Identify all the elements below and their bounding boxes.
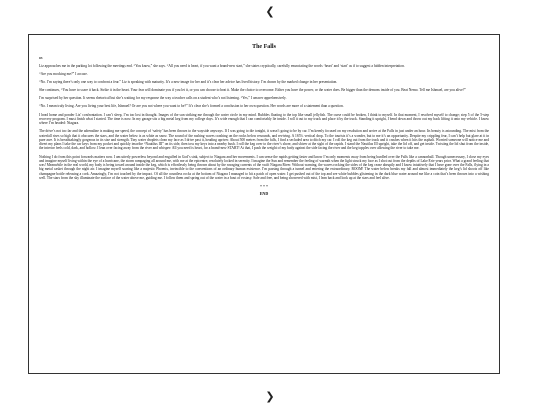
paragraph: Liz approaches me in the parking lot following the meetings end. “You know,” she says. “All you need is heart, if you want a brand-new start,” she states cryptically, carefully enunciating the words ‘heart’ and ‘start’ as if to suggest a hidden interpretation.: [39, 64, 405, 68]
paragraph: I’m surprised by her question. It seems rhetorical but she’s waiting for my response the way a teacher calls on a student who’s not listening. “Yes,” I answer apprehensively.: [39, 96, 287, 101]
paragraph: “Are you mocking me?” I accuse.: [39, 72, 88, 77]
document-body: [39, 64, 489, 180]
paragraph: “No. I’m saying there’s only one way to confront a fear.” Liz is speaking with maturity. It’s a new image for her and it’s clear her advice has lived history. I’m drawn by the marked change in her presentation.: [39, 80, 338, 85]
next-page-nav: [0, 391, 540, 403]
paragraph: “No. I mean truly living. Are you living your best life, Ishmael? Or are you not where you want to be?” It’s clear she’s formed a conclusion to her own question. Her words are more of a statement than a question.: [39, 104, 344, 109]
prev-page-nav: [0, 6, 540, 18]
paragraph: I head home and ponder Liz’ confrontation. I can’t sleep, I’m too lost in thought. Images of the sun striking me through the water circle in my mind. Bubbles floating to the top like small jellyfish. The curse could be broken, I think to myself. In that moment, I resolved myself to change; step 5 of the 5-step recovery program. I must finish what I started. The time is now. In my garage sits a big metal keg from my college days. It’s wide enough that I can comfortably lie inside. I roll it out to my truck and place it by the truck. Standing it upright, I bend down and throw out my back lifting it onto my vehicle. I know where I’m headed: Niagara.: [39, 112, 489, 126]
document-title: The Falls: [252, 44, 276, 50]
chapter-number: 03: [39, 56, 43, 60]
paragraph: Nothing I do from this point forwards matters now. I am utterly powerless beyond and engulfed in God’s sink, subject to Niagara and her movements. I can sense the rapids getting faster and know I’m only moments away from being hurdled over the Falls like a cannonball. Though unnecessary, I close my eyes and imagine myself living within the eye of a hurricane, the storm rampaging all around me, with me at the epicentre, resolutely locked in serenity. I imagine the Sun and remember the feeling of warmth when the light struck my face as I shot out from the depths of Lake Erie years prior. What a grand feeling that was! Meanwhile in the real world, my body is being tossed around inside the keg, which is effortlessly being thrown about by the ravaging currents of the swift Niagara River. Without warning, the waves rocking the sides of the keg cease abruptly and I know intuitively that I have gone over the Falls, flying in a big metal casket through the night air. I imagine myself soaring like a majestic Phoenix, invincible to the conventions of an ordinary human existence. I’m passing through a tunnel and entering the extraordinary. BOOM! The water below breaks my fall and almost immediately the keg’s lid shoots off like champagne bottle releasing a cork. Amazingly, I’m not touched by the impact. Of all the countless rocks at the bottom of Niagara I managed to hit a patch of open water. I get pushed out of the top and see white bubbles glistening in the dark blue water around me like a coin that’s been thrown into a wishing well. The stars from the sky illuminate the surface of the water above me, guiding me. I follow them and spring out of the water in a bout of ecstasy. Safe and free, and being showered with mist, I lean back and look up at the stars and feel alive.: [39, 154, 489, 181]
paragraph: She continues, “You have to scare it back. Strike it in the heart. Your fear will dominate you if you let it, or you can choose to beat it. Make the choice to overcome. Either you have the power, or the water does. Be bigger than the demons inside of you. Beat Nemo. Tell me Ishmael, are you alive?”: [39, 88, 466, 93]
chevron-left-icon[interactable]: ❮: [265, 5, 275, 18]
end-label: END: [259, 191, 269, 197]
paragraph: The drive’s not too far and the adrenaline is making me speed, the concept of ‘safety’ has been thrown to the wayside anyways. If I was going to die tonight, it wasn’t going to be by car. I’m keenly focused on my resolution and arrive at the Falls in just under an hour. Its beauty is astounding. The mist from the waterfall rises so high that it obscures the stars, and the water below is as white as snow. The sound of the rushing waves crashing on the rocks below resounds, and reviving. A 167ft. vertical drop. To the tourists it’s a wonder, but to me it’s an opportunity. Despite my crippling fear, I can’t help but glare at it in pure awe. It is breathtakingly gorgeous in its size and strength. Tiny water droplets clean my face as I drive past it, heading upriver. About 500 metres from the falls, I find a secluded area to ditch my car. I roll the keg out from the truck and it crashes when it hits the asphalt. Worried someone will notice me and divert my plans I take the car keys from my pocket and quickly inscribe “Nautilus III” on its side, then toss my keys into a nearby bush. I roll the keg over to the river’s shore, and shiver at the sight of the rapids. I stand the Nautilus III upright, take the lid off, and get inside. Twisting the lid shut from the inside, the interior feels cold, dark, and hollow. I lean over facing away from the river and whisper: All you need is heart, for a brand-new START! At that, I push the weight of my body against the side facing the river and the keg topples over allowing the river to take me.: [39, 129, 489, 151]
document-page: [28, 34, 500, 374]
section-separator: * * *: [260, 184, 268, 190]
chevron-right-icon[interactable]: ❯: [265, 390, 275, 403]
